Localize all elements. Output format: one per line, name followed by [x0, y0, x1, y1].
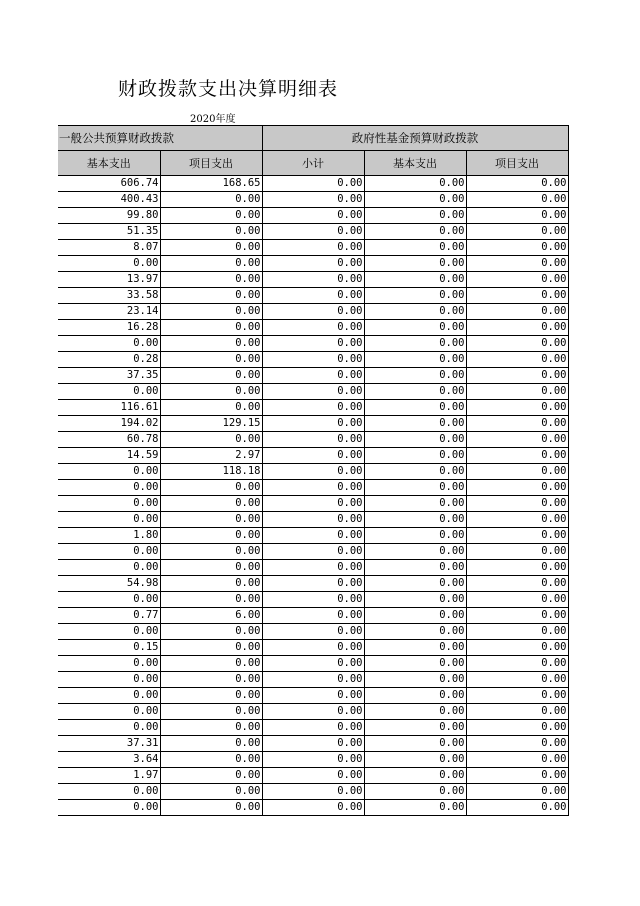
fund-project-cell: 0.00 [466, 560, 568, 576]
fund-basic-cell: 0.00 [364, 416, 466, 432]
general-basic-cell: 3.64 [58, 752, 160, 768]
fund-basic-cell: 0.00 [364, 656, 466, 672]
fund-project-cell: 0.00 [466, 784, 568, 800]
fund-subtotal-cell: 0.00 [262, 224, 364, 240]
fund-basic-cell: 0.00 [364, 576, 466, 592]
fund-subtotal-cell: 0.00 [262, 720, 364, 736]
general-project-cell: 0.00 [160, 640, 262, 656]
table-row [58, 720, 568, 736]
general-basic-cell: 0.00 [58, 656, 160, 672]
general-basic-cell: 0.00 [58, 592, 160, 608]
general-basic-cell: 13.97 [58, 272, 160, 288]
fund-basic-cell: 0.00 [364, 624, 466, 640]
general-basic-cell: 0.00 [58, 704, 160, 720]
general-basic-cell: 1.97 [58, 768, 160, 784]
fund-basic-cell: 0.00 [364, 528, 466, 544]
fund-basic-cell: 0.00 [364, 400, 466, 416]
general-basic-cell: 0.00 [58, 384, 160, 400]
fund-subtotal-cell: 0.00 [262, 544, 364, 560]
fund-subtotal-cell: 0.00 [262, 640, 364, 656]
table-row [58, 432, 568, 448]
fund-project-cell: 0.00 [466, 464, 568, 480]
general-project-cell: 0.00 [160, 512, 262, 528]
fund-subtotal-cell: 0.00 [262, 432, 364, 448]
fund-project-cell: 0.00 [466, 240, 568, 256]
fund-subtotal-cell: 0.00 [262, 256, 364, 272]
fund-subtotal-cell: 0.00 [262, 784, 364, 800]
fund-basic-cell: 0.00 [364, 608, 466, 624]
general-project-cell: 0.00 [160, 224, 262, 240]
fund-subtotal-cell: 0.00 [262, 800, 364, 816]
fund-subtotal-cell: 0.00 [262, 752, 364, 768]
fund-subtotal-cell: 0.00 [262, 208, 364, 224]
general-project-cell: 0.00 [160, 752, 262, 768]
expenditure-table [58, 125, 569, 816]
table-row [58, 320, 568, 336]
general-basic-cell: 0.00 [58, 672, 160, 688]
fund-project-cell: 0.00 [466, 352, 568, 368]
fund-subtotal-cell: 0.00 [262, 624, 364, 640]
fund-subtotal-cell: 0.00 [262, 672, 364, 688]
fund-project-cell: 0.00 [466, 320, 568, 336]
fund-subtotal-cell: 0.00 [262, 736, 364, 752]
fund-project-cell: 0.00 [466, 368, 568, 384]
table-row [58, 240, 568, 256]
column-header-fund-project: 项目支出 [466, 151, 568, 176]
table-row [58, 384, 568, 400]
general-basic-cell: 37.31 [58, 736, 160, 752]
fund-basic-cell: 0.00 [364, 352, 466, 368]
table-row [58, 416, 568, 432]
column-header-general-basic: 基本支出 [58, 151, 160, 176]
general-project-cell: 0.00 [160, 768, 262, 784]
fund-subtotal-cell: 0.00 [262, 576, 364, 592]
fund-subtotal-cell: 0.00 [262, 304, 364, 320]
general-project-cell: 0.00 [160, 208, 262, 224]
general-project-cell: 0.00 [160, 720, 262, 736]
fund-project-cell: 0.00 [466, 208, 568, 224]
general-project-cell: 0.00 [160, 192, 262, 208]
fund-project-cell: 0.00 [466, 496, 568, 512]
general-basic-cell: 0.00 [58, 560, 160, 576]
fund-basic-cell: 0.00 [364, 224, 466, 240]
general-basic-cell: 0.00 [58, 720, 160, 736]
general-project-cell: 0.00 [160, 384, 262, 400]
general-project-cell: 0.00 [160, 560, 262, 576]
table-row [58, 304, 568, 320]
fund-project-cell: 0.00 [466, 336, 568, 352]
fund-project-cell: 0.00 [466, 672, 568, 688]
fund-basic-cell: 0.00 [364, 384, 466, 400]
column-header-row [58, 151, 568, 176]
general-basic-cell: 54.98 [58, 576, 160, 592]
general-basic-cell: 0.00 [58, 688, 160, 704]
fund-basic-cell: 0.00 [364, 688, 466, 704]
fund-basic-cell: 0.00 [364, 336, 466, 352]
fund-basic-cell: 0.00 [364, 368, 466, 384]
general-project-cell: 0.00 [160, 800, 262, 816]
fund-project-cell: 0.00 [466, 304, 568, 320]
fund-basic-cell: 0.00 [364, 736, 466, 752]
column-header-fund-basic: 基本支出 [364, 151, 466, 176]
general-project-cell: 0.00 [160, 576, 262, 592]
fund-subtotal-cell: 0.00 [262, 608, 364, 624]
fund-subtotal-cell: 0.00 [262, 272, 364, 288]
fund-project-cell: 0.00 [466, 768, 568, 784]
fund-project-cell: 0.00 [466, 656, 568, 672]
general-basic-cell: 60.78 [58, 432, 160, 448]
fund-subtotal-cell: 0.00 [262, 656, 364, 672]
general-project-cell: 0.00 [160, 288, 262, 304]
fund-project-cell: 0.00 [466, 416, 568, 432]
table-row [58, 640, 568, 656]
general-basic-cell: 194.02 [58, 416, 160, 432]
fund-project-cell: 0.00 [466, 448, 568, 464]
fund-project-cell: 0.00 [466, 432, 568, 448]
fund-project-cell: 0.00 [466, 288, 568, 304]
fund-basic-cell: 0.00 [364, 432, 466, 448]
fund-project-cell: 0.00 [466, 736, 568, 752]
fund-subtotal-cell: 0.00 [262, 416, 364, 432]
fund-basic-cell: 0.00 [364, 272, 466, 288]
table-row [58, 512, 568, 528]
fund-basic-cell: 0.00 [364, 304, 466, 320]
fund-basic-cell: 0.00 [364, 192, 466, 208]
fund-subtotal-cell: 0.00 [262, 768, 364, 784]
fund-subtotal-cell: 0.00 [262, 368, 364, 384]
fund-basic-cell: 0.00 [364, 320, 466, 336]
general-basic-cell: 0.00 [58, 784, 160, 800]
fund-subtotal-cell: 0.00 [262, 336, 364, 352]
general-project-cell: 0.00 [160, 688, 262, 704]
table-row [58, 336, 568, 352]
general-project-cell: 0.00 [160, 528, 262, 544]
fund-project-cell: 0.00 [466, 224, 568, 240]
table-row [58, 608, 568, 624]
fund-basic-cell: 0.00 [364, 464, 466, 480]
general-basic-cell: 51.35 [58, 224, 160, 240]
fund-project-cell: 0.00 [466, 384, 568, 400]
general-basic-cell: 0.00 [58, 800, 160, 816]
table-row [58, 688, 568, 704]
page-title: 财政拨款支出决算明细表 [118, 78, 339, 100]
fund-project-cell: 0.00 [466, 752, 568, 768]
general-project-cell: 0.00 [160, 544, 262, 560]
general-project-cell: 0.00 [160, 352, 262, 368]
table-row [58, 528, 568, 544]
general-basic-cell: 14.59 [58, 448, 160, 464]
fund-basic-cell: 0.00 [364, 512, 466, 528]
fund-project-cell: 0.00 [466, 624, 568, 640]
general-project-cell: 118.18 [160, 464, 262, 480]
fund-basic-cell: 0.00 [364, 592, 466, 608]
table-row [58, 448, 568, 464]
fund-basic-cell: 0.00 [364, 672, 466, 688]
general-basic-cell: 0.00 [58, 544, 160, 560]
table-row [58, 256, 568, 272]
general-project-cell: 2.97 [160, 448, 262, 464]
fund-basic-cell: 0.00 [364, 240, 466, 256]
fund-project-cell: 0.00 [466, 576, 568, 592]
fund-subtotal-cell: 0.00 [262, 320, 364, 336]
table-row [58, 208, 568, 224]
general-project-cell: 0.00 [160, 736, 262, 752]
general-basic-cell: 0.00 [58, 480, 160, 496]
general-basic-cell: 33.58 [58, 288, 160, 304]
fund-project-cell: 0.00 [466, 720, 568, 736]
table-row [58, 272, 568, 288]
column-header-general-project: 项目支出 [160, 151, 262, 176]
general-basic-cell: 400.43 [58, 192, 160, 208]
table-row [58, 464, 568, 480]
column-header-fund-subtotal: 小计 [262, 151, 364, 176]
general-project-cell: 0.00 [160, 368, 262, 384]
fiscal-year-label: 2020年度 [190, 114, 236, 125]
general-basic-cell: 0.00 [58, 256, 160, 272]
fund-basic-cell: 0.00 [364, 752, 466, 768]
table-row [58, 624, 568, 640]
fund-subtotal-cell: 0.00 [262, 352, 364, 368]
table-row [58, 592, 568, 608]
fund-subtotal-cell: 0.00 [262, 560, 364, 576]
fund-project-cell: 0.00 [466, 800, 568, 816]
general-project-cell: 0.00 [160, 240, 262, 256]
fund-project-cell: 0.00 [466, 640, 568, 656]
fund-project-cell: 0.00 [466, 480, 568, 496]
fund-subtotal-cell: 0.00 [262, 400, 364, 416]
fund-basic-cell: 0.00 [364, 704, 466, 720]
general-basic-cell: 116.61 [58, 400, 160, 416]
general-project-cell: 129.15 [160, 416, 262, 432]
general-project-cell: 0.00 [160, 784, 262, 800]
fund-subtotal-cell: 0.00 [262, 192, 364, 208]
fund-project-cell: 0.00 [466, 688, 568, 704]
general-basic-cell: 0.00 [58, 496, 160, 512]
fund-basic-cell: 0.00 [364, 496, 466, 512]
fund-basic-cell: 0.00 [364, 800, 466, 816]
fund-project-cell: 0.00 [466, 400, 568, 416]
general-project-cell: 0.00 [160, 704, 262, 720]
table-row [58, 656, 568, 672]
fund-basic-cell: 0.00 [364, 544, 466, 560]
fund-subtotal-cell: 0.00 [262, 512, 364, 528]
fund-project-cell: 0.00 [466, 272, 568, 288]
general-project-cell: 6.00 [160, 608, 262, 624]
general-basic-cell: 0.15 [58, 640, 160, 656]
table-row [58, 224, 568, 240]
general-project-cell: 0.00 [160, 320, 262, 336]
fund-subtotal-cell: 0.00 [262, 480, 364, 496]
table-row [58, 784, 568, 800]
general-basic-cell: 0.00 [58, 336, 160, 352]
general-basic-cell: 0.77 [58, 608, 160, 624]
fund-project-cell: 0.00 [466, 176, 568, 192]
fund-basic-cell: 0.00 [364, 480, 466, 496]
general-project-cell: 0.00 [160, 672, 262, 688]
table-row [58, 176, 568, 192]
fund-project-cell: 0.00 [466, 544, 568, 560]
fund-project-cell: 0.00 [466, 592, 568, 608]
general-project-cell: 168.65 [160, 176, 262, 192]
fund-subtotal-cell: 0.00 [262, 240, 364, 256]
table-row [58, 480, 568, 496]
fund-project-cell: 0.00 [466, 528, 568, 544]
general-basic-cell: 1.80 [58, 528, 160, 544]
table-row [58, 192, 568, 208]
fund-basic-cell: 0.00 [364, 560, 466, 576]
fund-basic-cell: 0.00 [364, 256, 466, 272]
fund-subtotal-cell: 0.00 [262, 448, 364, 464]
general-project-cell: 0.00 [160, 432, 262, 448]
fund-basic-cell: 0.00 [364, 720, 466, 736]
fund-subtotal-cell: 0.00 [262, 496, 364, 512]
general-basic-cell: 0.00 [58, 464, 160, 480]
general-basic-cell: 0.00 [58, 512, 160, 528]
fund-project-cell: 0.00 [466, 192, 568, 208]
general-project-cell: 0.00 [160, 592, 262, 608]
fund-basic-cell: 0.00 [364, 448, 466, 464]
fund-basic-cell: 0.00 [364, 768, 466, 784]
table-row [58, 752, 568, 768]
fund-subtotal-cell: 0.00 [262, 288, 364, 304]
table-row [58, 704, 568, 720]
fund-basic-cell: 0.00 [364, 288, 466, 304]
general-basic-cell: 606.74 [58, 176, 160, 192]
table-row [58, 672, 568, 688]
table-row [58, 736, 568, 752]
general-basic-cell: 16.28 [58, 320, 160, 336]
group-header-row [58, 126, 568, 151]
fund-subtotal-cell: 0.00 [262, 704, 364, 720]
general-basic-cell: 23.14 [58, 304, 160, 320]
general-basic-cell: 0.00 [58, 624, 160, 640]
fund-basic-cell: 0.00 [364, 640, 466, 656]
general-project-cell: 0.00 [160, 656, 262, 672]
fund-subtotal-cell: 0.00 [262, 384, 364, 400]
table-row [58, 288, 568, 304]
general-project-cell: 0.00 [160, 304, 262, 320]
table-row [58, 496, 568, 512]
table-row [58, 544, 568, 560]
general-project-cell: 0.00 [160, 496, 262, 512]
general-basic-cell: 37.35 [58, 368, 160, 384]
table-body [58, 176, 568, 816]
fund-basic-cell: 0.00 [364, 784, 466, 800]
fund-subtotal-cell: 0.00 [262, 528, 364, 544]
general-project-cell: 0.00 [160, 400, 262, 416]
table-row [58, 576, 568, 592]
table-row [58, 368, 568, 384]
table-row [58, 800, 568, 816]
general-project-cell: 0.00 [160, 624, 262, 640]
fund-subtotal-cell: 0.00 [262, 176, 364, 192]
table-row [58, 352, 568, 368]
general-project-cell: 0.00 [160, 272, 262, 288]
fund-basic-cell: 0.00 [364, 208, 466, 224]
fund-subtotal-cell: 0.00 [262, 464, 364, 480]
general-basic-cell: 99.80 [58, 208, 160, 224]
table-row [58, 768, 568, 784]
general-basic-cell: 8.07 [58, 240, 160, 256]
fund-basic-cell: 0.00 [364, 176, 466, 192]
fund-project-cell: 0.00 [466, 256, 568, 272]
fund-project-cell: 0.00 [466, 512, 568, 528]
general-project-cell: 0.00 [160, 480, 262, 496]
general-project-cell: 0.00 [160, 256, 262, 272]
fund-subtotal-cell: 0.00 [262, 688, 364, 704]
group-header-government-fund: 政府性基金预算财政拨款 [262, 126, 568, 151]
group-header-general-budget: 一般公共预算财政拨款 [58, 126, 262, 151]
table-row [58, 560, 568, 576]
table-row [58, 400, 568, 416]
general-project-cell: 0.00 [160, 336, 262, 352]
fund-project-cell: 0.00 [466, 704, 568, 720]
fund-project-cell: 0.00 [466, 608, 568, 624]
fund-subtotal-cell: 0.00 [262, 592, 364, 608]
general-basic-cell: 0.28 [58, 352, 160, 368]
